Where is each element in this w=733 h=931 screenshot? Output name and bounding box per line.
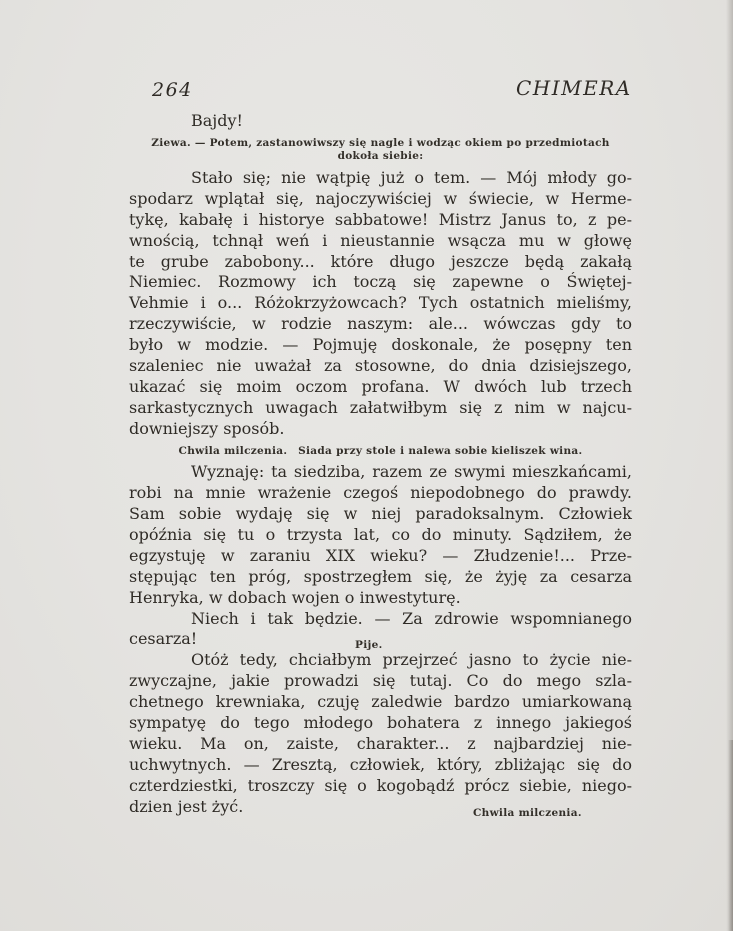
text-line xyxy=(129,797,632,818)
text-line: stępując ten próg, spostrzegłem się, że żyję za cesarza xyxy=(129,566,632,586)
text-line: Otóż tedy, chciałbym przejrzeć jasno to życie nie- xyxy=(191,650,632,670)
text-line: rzeczywiście, w rodzie naszym: ale... wówczas gdy to xyxy=(129,314,632,334)
page-number: 264 xyxy=(152,79,193,101)
text-line: opóźnia się tu o trzysta lat, co do minuty. Sądziłem, że xyxy=(129,524,632,544)
text-line: wieku. Ma on, zaiste, charakter... z najbardziej nie- xyxy=(129,733,632,753)
stage-direction xyxy=(129,137,632,164)
text-line: robi na mnie wrażenie czegoś niepodobnego do prawdy. xyxy=(129,483,632,503)
text-line: zwyczajne, jakie prowadzi się tutaj. Co do mego szla- xyxy=(129,671,632,691)
text-line: Vehmie i o... Różokrzyżowcach? Tych ostatnich mieliśmy, xyxy=(129,293,632,313)
text-line: Henryka, w dobach wojen o inwestyturę. xyxy=(129,587,461,607)
text-line: ukazać się moim oczom profana. W dwóch lub trzech xyxy=(129,376,632,396)
text-line: te grube zabobony... które długo jeszcze będą zakałą xyxy=(129,251,632,271)
text-line: było w modzie. — Pojmuję doskonale, że posępny ten xyxy=(129,335,632,355)
text-line: chetnego krewniaka, czuję zaledwie bardzo umiarkowaną xyxy=(129,692,632,712)
text-line: spodarz wplątał się, najoczywiściej w świecie, w Herme- xyxy=(129,188,632,208)
text-line: sarkastycznych uwagach załatwiłbym się z nim w najcu- xyxy=(129,397,632,417)
speech-text: cesarza! xyxy=(129,629,198,649)
stage-direction-line: Chwila milczenia. Siada przy stole i nalewa sobie kieliszek wina. xyxy=(178,444,583,457)
text-line: sympatyę do tego młodego bohatera z innego jakiegoś xyxy=(129,713,632,733)
stage-direction-inline: Chwila milczenia. xyxy=(473,806,582,819)
text-line: downiejszy sposób. xyxy=(129,418,285,438)
text-block xyxy=(129,111,632,818)
stage-direction-inline: Pije. xyxy=(355,639,383,652)
scan-edge-smudge xyxy=(728,740,733,931)
text-line: Stało się; nie wątpię już o tem. — Mój młody go- xyxy=(191,167,632,187)
stage-direction-line: Ziewa. — Potem, zastanowiwszy się nagle i wodząc okiem po przedmiotach xyxy=(151,136,610,149)
text-line: uchwytnych. — Zresztą, człowiek, który, zbliżając się do xyxy=(129,754,632,774)
text-line: wnością, tchnął weń i nieustannie wsącza mu w głowę xyxy=(129,230,632,250)
text-line: Sam sobie wydaję się w niej paradoksalnym. Człowiek xyxy=(129,504,632,523)
text-line: Niech i tak będzie. — Za zdrowie wspomnianego xyxy=(191,608,632,628)
journal-title: CHIMERA xyxy=(516,76,632,100)
text-line: szaleniec nie uważał za stosowne, do dnia dzisiejszego, xyxy=(129,356,632,376)
text-line xyxy=(129,629,632,650)
stage-direction-line: dokoła siebie: xyxy=(337,150,424,163)
text-line: Bajdy! xyxy=(191,111,243,130)
text-line: Wyznaję: ta siedziba, razem ze swymi mieszkańcami, xyxy=(191,462,632,482)
stage-direction xyxy=(129,445,632,459)
speech-text: dzien jest żyć. xyxy=(129,796,244,816)
text-line: czterdziestki, troszczy się o kogobądź prócz siebie, niego- xyxy=(129,775,632,795)
text-line: Niemiec. Rozmowy ich toczą się zapewne o Świętej- xyxy=(129,272,632,292)
text-line: egzystuję w zaraniu XIX wieku? — Złudzenie!... Prze- xyxy=(129,545,632,565)
text-line: tykę, kabałę i historye sabbatowe! Mistrz Janus to, z pe- xyxy=(129,209,632,229)
